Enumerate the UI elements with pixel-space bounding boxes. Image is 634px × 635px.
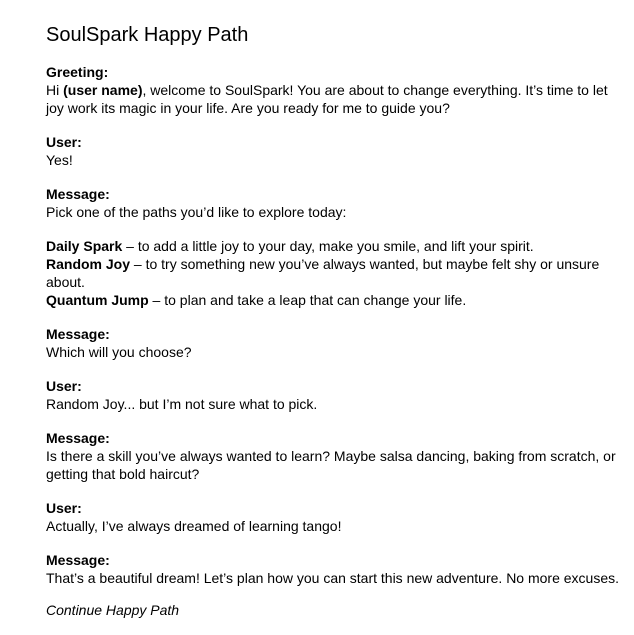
user-reply-1 — [46, 133, 626, 169]
greeting-suffix: , welcome to SoulSpark! You are about to change everything. It’s time to let joy work its magic in your life. Are you ready for me to guide you? — [46, 82, 608, 116]
user-reply-2 — [46, 377, 626, 413]
document-title: SoulSpark Happy Path — [46, 24, 249, 46]
path-description: – to plan and take a leap that can change your life. — [148, 292, 467, 308]
message-3 — [46, 429, 626, 483]
greeting-prefix: Hi — [46, 82, 64, 98]
message-1 — [46, 185, 626, 221]
path-description: – to try something new you’ve always wanted, but maybe felt shy or unsure about. — [46, 256, 600, 290]
greeting-text — [46, 81, 626, 117]
user-label: User: — [46, 134, 82, 150]
continue-happy-path: Continue Happy Path — [46, 602, 180, 618]
message-text: That’s a beautiful dream! Let’s plan how you can start this new adventure. No more excuses. — [46, 570, 620, 586]
message-label: Message: — [46, 552, 110, 568]
user-text: Random Joy... but I’m not sure what to pick. — [46, 396, 318, 412]
user-text: Yes! — [46, 152, 73, 168]
message-text: Which will you choose? — [46, 344, 192, 360]
document — [46, 22, 626, 619]
message-label: Message: — [46, 326, 110, 342]
user-reply-3 — [46, 499, 626, 535]
path-daily-spark — [46, 237, 626, 255]
message-4 — [46, 551, 626, 587]
message-text: Pick one of the paths you’d like to explore today: — [46, 204, 347, 220]
path-options — [46, 237, 626, 309]
path-random-joy — [46, 255, 626, 291]
user-name-placeholder: (user name) — [63, 82, 143, 98]
user-text: Actually, I’ve always dreamed of learning tango! — [46, 518, 342, 534]
user-label: User: — [46, 500, 82, 516]
message-text: Is there a skill you’ve always wanted to learn? Maybe salsa dancing, baking from scratch, or getting that bold haircut? — [46, 448, 616, 482]
greeting-label: Greeting: — [46, 64, 109, 80]
user-label: User: — [46, 378, 82, 394]
greeting-section — [46, 63, 626, 117]
message-2 — [46, 325, 626, 361]
message-label: Message: — [46, 186, 110, 202]
path-name: Random Joy — [46, 256, 131, 272]
path-quantum-jump — [46, 291, 626, 309]
path-name: Daily Spark — [46, 238, 123, 254]
message-label: Message: — [46, 430, 110, 446]
path-name: Quantum Jump — [46, 292, 149, 308]
path-description: – to add a little joy to your day, make you smile, and lift your spirit. — [122, 238, 534, 254]
